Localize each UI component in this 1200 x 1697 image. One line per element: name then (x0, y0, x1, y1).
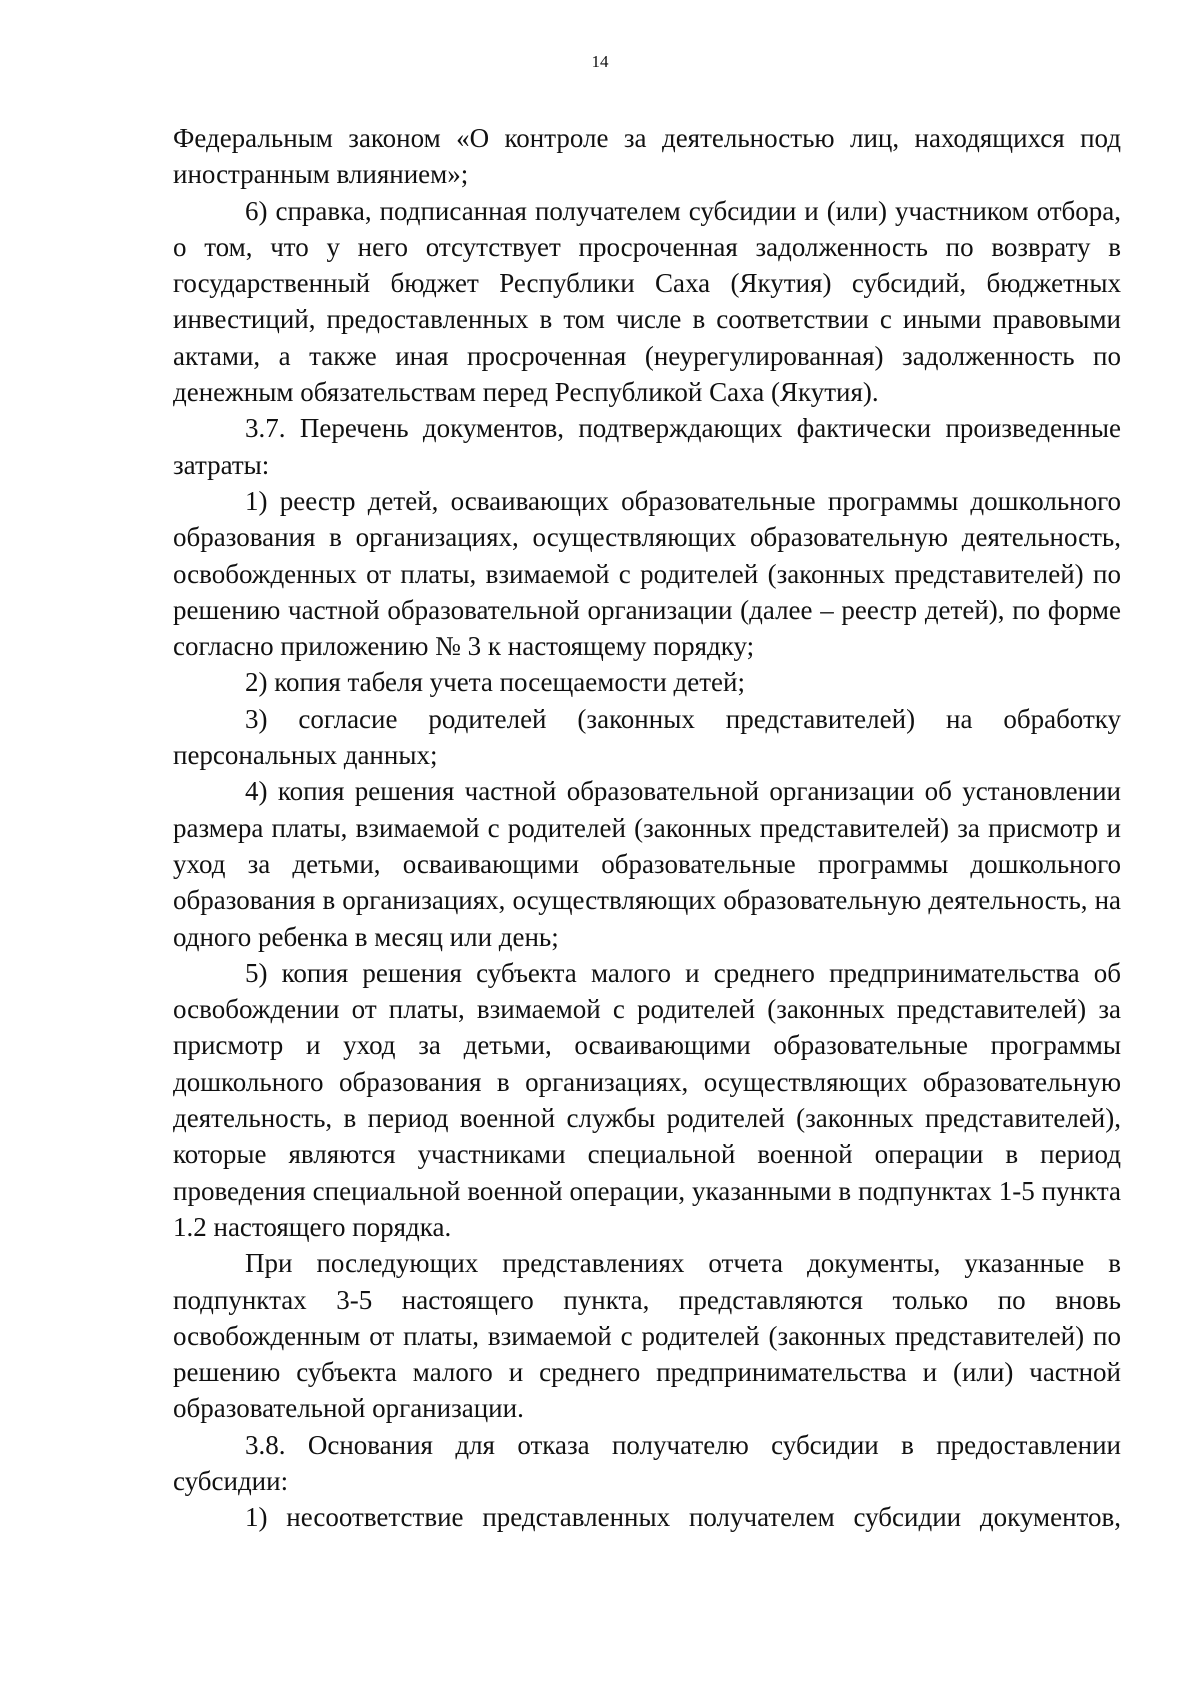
paragraph-subsequent-reports: При последующих представлениях отчета документы, указанные в подпунктах 3-5 настоящего пункта, представляются только по вновь освобожденным от платы, взимаемой с родителей (законных представителей) по решению субъекта малого и среднего предпринимательства и (или) частной образовательной организации. (173, 1248, 1121, 1424)
paragraph-section-3-7: 3.7. Перечень документов, подтверждающих фактически произведенные затраты: (173, 413, 1121, 480)
paragraph-item-2-attendance: 2) копия табеля учета посещаемости детей; (245, 667, 745, 698)
page-number: 14 (591, 52, 609, 71)
paragraph-law-reference: Федеральным законом «О контроле за деятельностью лиц, находящихся под иностранным влиянием»; (173, 123, 1121, 190)
paragraph-item-1-registry: 1) реестр детей, осваивающих образовательные программы дошкольного образования в организациях, осуществляющих образовательную деятельность, освобожденных от платы, взимаемой с родителей (законных представителей) по решению частной образовательной организации (далее – реестр детей), по форме согласно приложению № 3 к настоящему порядку; (173, 485, 1121, 662)
paragraph-item-3-consent: 3) согласие родителей (законных представителей) на обработку персональных данных; (173, 703, 1121, 771)
document-body (173, 120, 1121, 1536)
paragraph-section-3-8: 3.8. Основания для отказа получателю субсидии в предоставлении субсидии: (173, 1429, 1121, 1496)
paragraph-item-5-exemption-decision: 5) копия решения субъекта малого и среднего предпринимательства об освобождении от платы, взимаемой с родителей (законных представителей) за присмотр и уход за детьми, осваивающими образовательные программы дошкольного образования в организациях, осуществляющих образовательную деятельность, в период военной службы родителей (законных представителей), которые являются участниками специальной военной операции в период проведения специальной военной операции, указанными в подпунктах 1-5 пункта 1.2 настоящего порядка. (173, 957, 1121, 1242)
paragraph-item-4-fee-decision: 4) копия решения частной образовательной организации об установлении размера платы, взимаемой с родителей (законных представителей) за присмотр и уход за детьми, осваивающими образовательные программы дошкольного образования в организациях, осуществляющих образовательную деятельность, на одного ребенка в месяц или день; (173, 776, 1121, 952)
paragraph-refusal-item-1: 1) несоответствие представленных получателем субсидии документов, (245, 1502, 1121, 1533)
paragraph-item-6-certificate: 6) справка, подписанная получателем субсидии и (или) участником отбора, о том, что у него отсутствует просроченная задолженность по возврату в государственный бюджет Республики Саха (Якутия) субсидий, бюджетных инвестиций, предоставленных в том числе в соответствии с иными правовыми актами, а также иная просроченная (неурегулированная) задолженность по денежным обязательствам перед Республикой Саха (Якутия). (173, 195, 1121, 408)
